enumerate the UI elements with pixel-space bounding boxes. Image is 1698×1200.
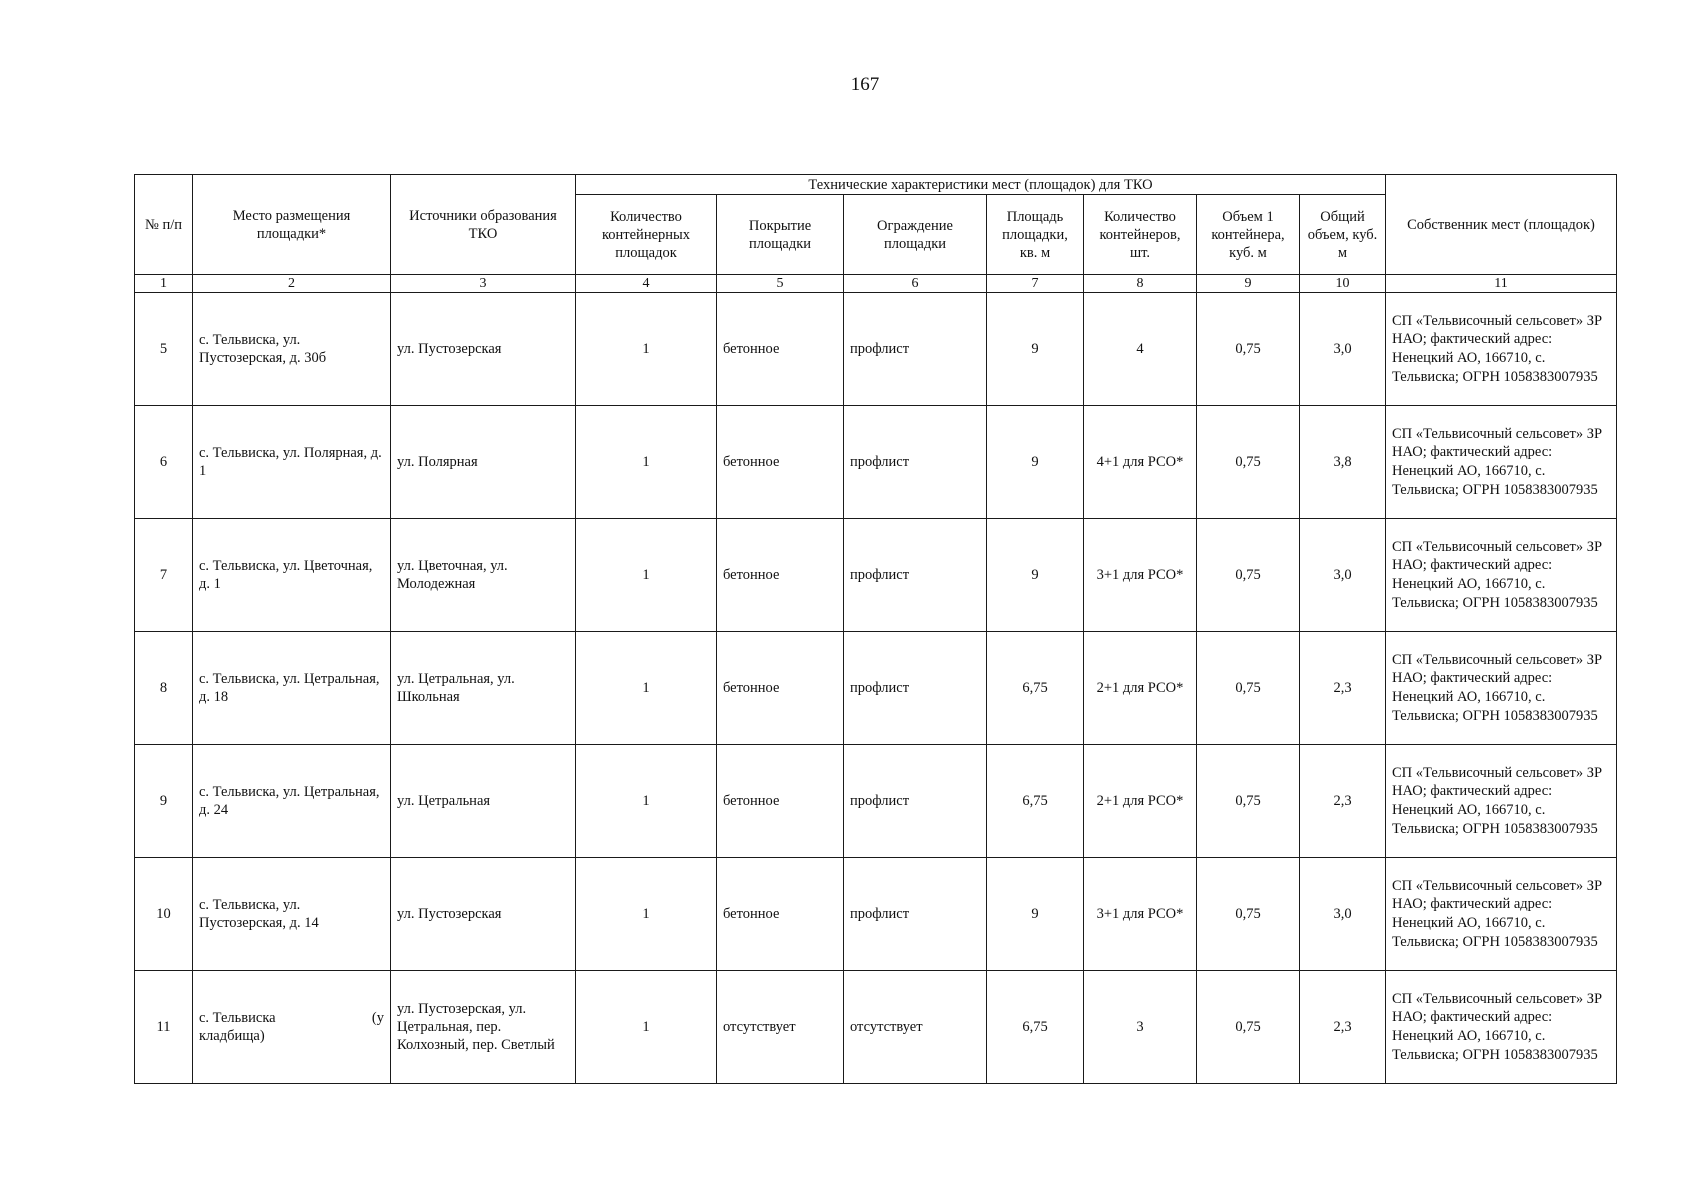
- cell-fence: профлист: [844, 858, 987, 971]
- table-row: [135, 519, 1617, 632]
- cell-num: 8: [135, 632, 193, 745]
- table-row: [135, 406, 1617, 519]
- cell-containers: 4+1 для РСО*: [1084, 406, 1197, 519]
- cell-volume-total: 3,0: [1300, 293, 1386, 406]
- cell-surface: бетонное: [717, 293, 844, 406]
- cell-site-count: 1: [576, 406, 717, 519]
- header-volume-total: Общий объем, куб. м: [1300, 195, 1386, 275]
- cell-volume-total: 3,0: [1300, 519, 1386, 632]
- cell-volume-total: 3,8: [1300, 406, 1386, 519]
- cell-num: 6: [135, 406, 193, 519]
- cell-num: 7: [135, 519, 193, 632]
- column-number: 1: [135, 275, 193, 293]
- header-tech-group: Технические характеристики мест (площадок) для ТКО: [576, 175, 1386, 195]
- cell-num: 11: [135, 971, 193, 1084]
- cell-volume-one: 0,75: [1197, 632, 1300, 745]
- header-site-count: Количество контейнерных площадок: [576, 195, 717, 275]
- column-number: 10: [1300, 275, 1386, 293]
- cell-volume-one: 0,75: [1197, 406, 1300, 519]
- cell-location: с. Тельвиска, ул. Цетральная, д. 24: [193, 745, 391, 858]
- tko-sites-table: [134, 174, 1617, 1084]
- cell-area: 9: [987, 293, 1084, 406]
- cell-location: с. Тельвиска, ул. Пустозерская, д. 30б: [193, 293, 391, 406]
- table-row: [135, 971, 1617, 1084]
- cell-sources: ул. Пустозерская, ул. Цетральная, пер. Колхозный, пер. Светлый: [391, 971, 576, 1084]
- cell-volume-one: 0,75: [1197, 858, 1300, 971]
- cell-volume-one: 0,75: [1197, 971, 1300, 1084]
- header-containers: Количество контейнеров, шт.: [1084, 195, 1197, 275]
- column-number: 3: [391, 275, 576, 293]
- column-number: 8: [1084, 275, 1197, 293]
- header-volume-one: Объем 1 контейнера, куб. м: [1197, 195, 1300, 275]
- cell-fence: отсутствует: [844, 971, 987, 1084]
- cell-fence: профлист: [844, 519, 987, 632]
- column-number: 6: [844, 275, 987, 293]
- cell-location: [193, 971, 391, 1084]
- cell-sources: ул. Цветочная, ул. Молодежная: [391, 519, 576, 632]
- cell-site-count: 1: [576, 745, 717, 858]
- cell-num: 10: [135, 858, 193, 971]
- column-number: 4: [576, 275, 717, 293]
- cell-surface: бетонное: [717, 632, 844, 745]
- cell-area: 9: [987, 519, 1084, 632]
- cell-containers: 2+1 для РСО*: [1084, 632, 1197, 745]
- cell-volume-total: 2,3: [1300, 971, 1386, 1084]
- cell-site-count: 1: [576, 858, 717, 971]
- cell-volume-total: 2,3: [1300, 745, 1386, 858]
- location-note: кладбища): [199, 1028, 265, 1044]
- cell-owner: СП «Тельвисочный сельсовет» ЗР НАО; фактический адрес: Ненецкий АО, 166710, с. Тельвиска; ОГРН 1058383007935: [1386, 632, 1617, 745]
- header-fence: Ограждение площадки: [844, 195, 987, 275]
- header-owner: Собственник мест (площадок): [1386, 175, 1617, 275]
- column-number: 11: [1386, 275, 1617, 293]
- cell-sources: ул. Цетральная, ул. Школьная: [391, 632, 576, 745]
- cell-num: 5: [135, 293, 193, 406]
- cell-surface: бетонное: [717, 406, 844, 519]
- location-paren: (у: [371, 1010, 384, 1026]
- header-area: Площадь площадки, кв. м: [987, 195, 1084, 275]
- cell-area: 6,75: [987, 971, 1084, 1084]
- column-number: 5: [717, 275, 844, 293]
- cell-area: 9: [987, 858, 1084, 971]
- cell-owner: СП «Тельвисочный сельсовет» ЗР НАО; фактический адрес: Ненецкий АО, 166710, с. Тельвиска; ОГРН 1058383007935: [1386, 293, 1617, 406]
- cell-volume-total: 2,3: [1300, 632, 1386, 745]
- location-village: с. Тельвиска: [199, 1010, 276, 1026]
- cell-area: 9: [987, 406, 1084, 519]
- cell-fence: профлист: [844, 745, 987, 858]
- cell-surface: отсутствует: [717, 971, 844, 1084]
- table-row: [135, 632, 1617, 745]
- column-number: 2: [193, 275, 391, 293]
- cell-containers: 2+1 для РСО*: [1084, 745, 1197, 858]
- table-row: [135, 858, 1617, 971]
- cell-owner: СП «Тельвисочный сельсовет» ЗР НАО; фактический адрес: Ненецкий АО, 166710, с. Тельвиска; ОГРН 1058383007935: [1386, 406, 1617, 519]
- column-number: 7: [987, 275, 1084, 293]
- page-number: 167: [850, 74, 880, 95]
- cell-sources: ул. Полярная: [391, 406, 576, 519]
- cell-location: с. Тельвиска, ул. Полярная, д. 1: [193, 406, 391, 519]
- cell-site-count: 1: [576, 519, 717, 632]
- cell-owner: СП «Тельвисочный сельсовет» ЗР НАО; фактический адрес: Ненецкий АО, 166710, с. Тельвиска; ОГРН 1058383007935: [1386, 858, 1617, 971]
- header-location: Место размещения площадки*: [193, 175, 391, 275]
- cell-volume-one: 0,75: [1197, 745, 1300, 858]
- cell-containers: 3: [1084, 971, 1197, 1084]
- cell-fence: профлист: [844, 632, 987, 745]
- cell-location: с. Тельвиска, ул. Цветочная, д. 1: [193, 519, 391, 632]
- table-row: [135, 293, 1617, 406]
- cell-volume-total: 3,0: [1300, 858, 1386, 971]
- cell-owner: СП «Тельвисочный сельсовет» ЗР НАО; фактический адрес: Ненецкий АО, 166710, с. Тельвиска; ОГРН 1058383007935: [1386, 519, 1617, 632]
- cell-surface: бетонное: [717, 858, 844, 971]
- cell-containers: 3+1 для РСО*: [1084, 858, 1197, 971]
- cell-fence: профлист: [844, 406, 987, 519]
- cell-sources: ул. Пустозерская: [391, 293, 576, 406]
- cell-sources: ул. Цетральная: [391, 745, 576, 858]
- cell-containers: 4: [1084, 293, 1197, 406]
- header-num: № п/п: [135, 175, 193, 275]
- column-number: 9: [1197, 275, 1300, 293]
- cell-fence: профлист: [844, 293, 987, 406]
- cell-location: с. Тельвиска, ул. Пустозерская, д. 14: [193, 858, 391, 971]
- cell-area: 6,75: [987, 745, 1084, 858]
- cell-area: 6,75: [987, 632, 1084, 745]
- cell-volume-one: 0,75: [1197, 293, 1300, 406]
- cell-owner: СП «Тельвисочный сельсовет» ЗР НАО; фактический адрес: Ненецкий АО, 166710, с. Тельвиска; ОГРН 1058383007935: [1386, 745, 1617, 858]
- header-sources: Источники образования ТКО: [391, 175, 576, 275]
- column-number-row: [135, 275, 1617, 293]
- cell-sources: ул. Пустозерская: [391, 858, 576, 971]
- cell-num: 9: [135, 745, 193, 858]
- cell-volume-one: 0,75: [1197, 519, 1300, 632]
- cell-owner: СП «Тельвисочный сельсовет» ЗР НАО; фактический адрес: Ненецкий АО, 166710, с. Тельвиска; ОГРН 1058383007935: [1386, 971, 1617, 1084]
- cell-surface: бетонное: [717, 519, 844, 632]
- cell-location: с. Тельвиска, ул. Цетральная, д. 18: [193, 632, 391, 745]
- cell-site-count: 1: [576, 293, 717, 406]
- cell-site-count: 1: [576, 632, 717, 745]
- cell-site-count: 1: [576, 971, 717, 1084]
- header-surface: Покрытие площадки: [717, 195, 844, 275]
- location-line: [199, 1009, 384, 1027]
- cell-containers: 3+1 для РСО*: [1084, 519, 1197, 632]
- table-row: [135, 745, 1617, 858]
- cell-surface: бетонное: [717, 745, 844, 858]
